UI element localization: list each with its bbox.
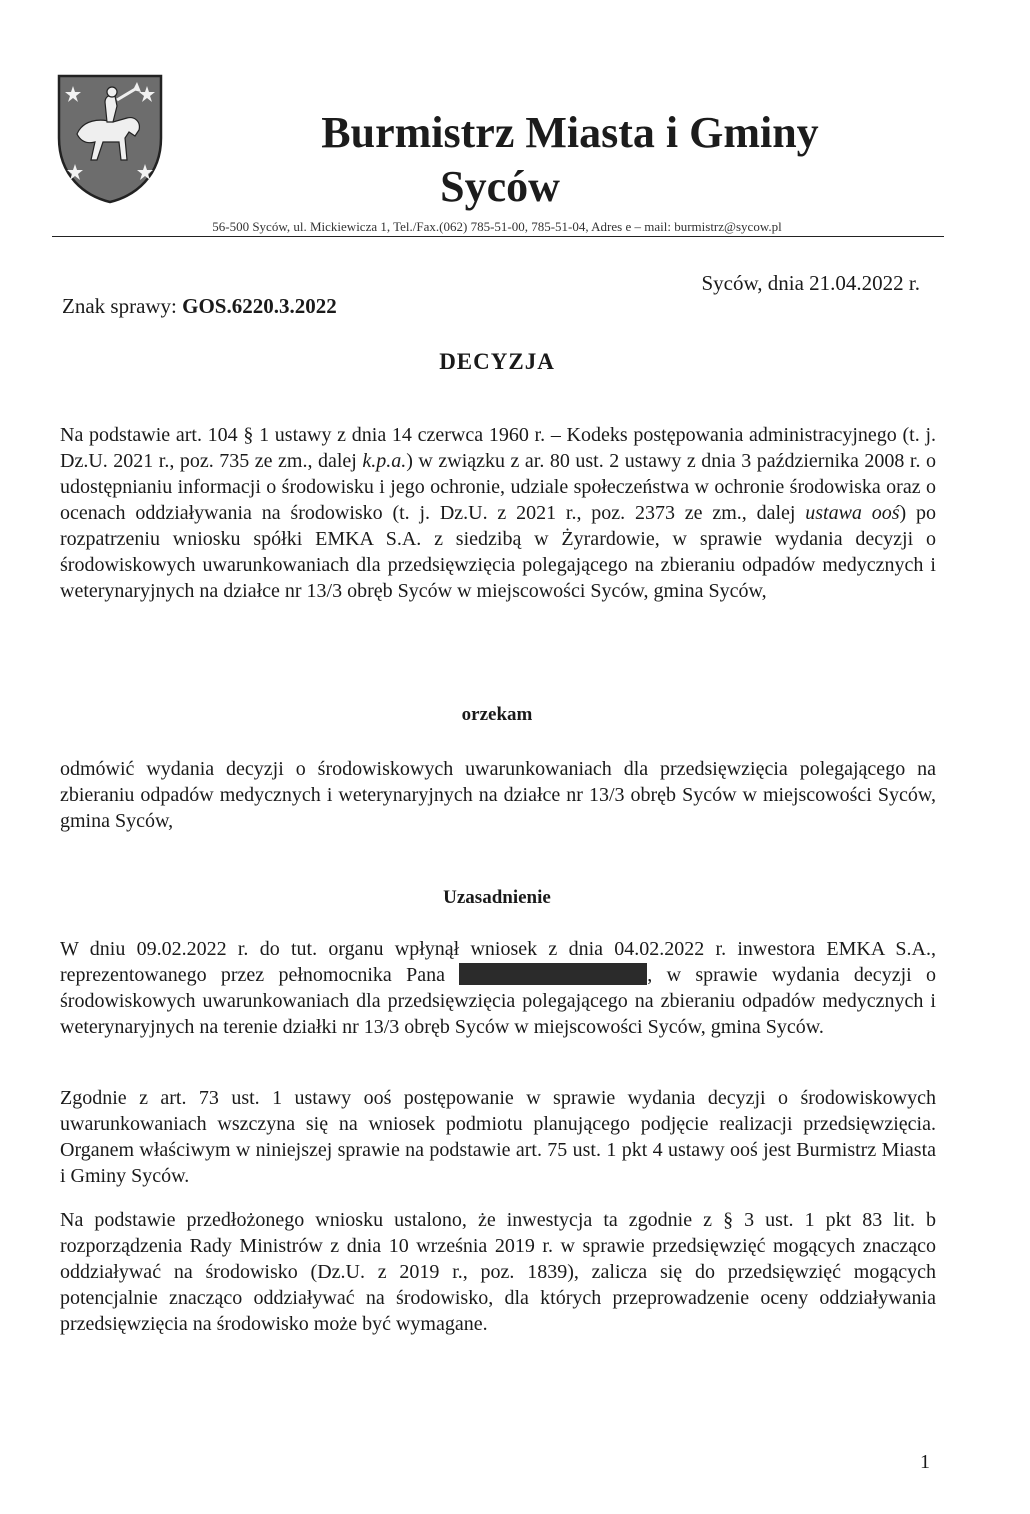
authority-address: 56-500 Syców, ul. Mickiewicza 1, Tel./Fax.(062) 785-51-00, 785-51-04, Adres e – mail: burmistrz@sycow.pl <box>212 219 782 234</box>
justification-paragraph-1 <box>60 936 936 1040</box>
justification-paragraph-2: Zgodnie z art. 73 ust. 1 ustawy ooś postępowanie w sprawie wydania decyzji o środowiskowych uwarunkowaniach wszczyna się na wniosek podmiotu planującego podjęcie realizacji przedsięwzięcia. Organem właściwym w niniejszej sprawie na podstawie art. 75 ust. 1 pkt 4 ustawy ooś jest Burmistrz Miasta i Gminy Syców. <box>60 1087 936 1187</box>
justification-paragraph-3: Na podstawie przedłożonego wniosku ustalono, że inwestycja ta zgodnie z § 3 ust. 1 pkt 83 lit. b rozporządzenia Rady Ministrów z dnia 10 września 2019 r. w sprawie przedsięwzięć mogących znacząco oddziaływać na środowisko (Dz.U. z 2019 r., poz. 1839), zalicza się do przedsięwzięć mogących potencjalnie znacząco oddziaływać na środowisko, dla których przeprowadzenie oceny oddziaływania przedsięwzięcia na środowisko może być wymagane. <box>60 1209 936 1335</box>
case-label: Znak sprawy: <box>62 294 183 318</box>
justification-text-1b: , w sprawie wydania decyzji o środowiskowych uwarunkowaniach dla przedsięwzięcia polegającego na zbieraniu odpadów medycznych i weterynaryjnych na terenie działki nr 13/3 obręb Syców w miejscowości Syców, gmina Syców. <box>60 964 936 1038</box>
legal-basis-text-2: ) w związku z ar. 80 ust. 2 ustawy z dnia 3 października 2008 r. o udostępnianiu informacji o środowisku i jego ochronie, udziale społeczeństwa w ochronie środowiska oraz o ocenach oddziaływania na środowisko (t. j. Dz.U. z 2021 r., poz. 2373 ze zm., dalej <box>60 450 936 524</box>
legal-basis-paragraph <box>60 422 936 604</box>
authority-city: Syców <box>440 162 560 211</box>
header-divider <box>52 236 944 237</box>
coat-of-arms-horseman-icon <box>55 72 165 206</box>
oos-abbreviation: ustawa ooś <box>805 502 900 524</box>
justification-text-1a: W dniu 09.02.2022 r. do tut. organu wpłynął wniosek z dnia 04.02.2022 r. inwestora EMKA S.A., reprezentowanego przez pełnomocnika Pana <box>60 938 936 986</box>
document-date: Syców, dnia 21.04.2022 r. <box>701 271 920 295</box>
ruling-paragraph: odmówić wydania decyzji o środowiskowych uwarunkowaniach dla przedsięwzięcia polegającego na zbieraniu odpadów medycznych i weterynaryjnych na działce nr 13/3 obręb Syców w miejscowości Syców, gmina Syców, <box>60 758 936 832</box>
case-number: GOS.6220.3.2022 <box>182 294 337 318</box>
legal-basis-text-3: ) po rozpatrzeniu wniosku spółki EMKA S.A. z siedzibą w Żyrardowie, w sprawie wydania decyzji o środowiskowych uwarunkowaniach dla przedsięwzięcia polegającego na zbieraniu odpadów medycznych i weterynaryjnych na działce nr 13/3 obręb Syców w miejscowości Syców, gmina Syców, <box>60 502 936 602</box>
legal-basis-text: Na podstawie art. 104 § 1 ustawy z dnia 14 czerwca 1960 r. – Kodeks postępowania administracyjnego (t. j. Dz.U. 2021 r., poz. 735 ze zm., dalej <box>60 424 936 472</box>
kpa-abbreviation: k.p.a. <box>362 450 407 472</box>
page-number: 1 <box>920 1451 930 1473</box>
decision-heading: DECYZJA <box>439 349 555 374</box>
case-reference <box>62 293 337 319</box>
justification-heading: Uzasadnienie <box>443 887 551 908</box>
redacted-name-block <box>459 963 647 985</box>
ruling-heading: orzekam <box>461 704 533 725</box>
authority-title: Burmistrz Miasta i Gminy <box>321 108 819 157</box>
